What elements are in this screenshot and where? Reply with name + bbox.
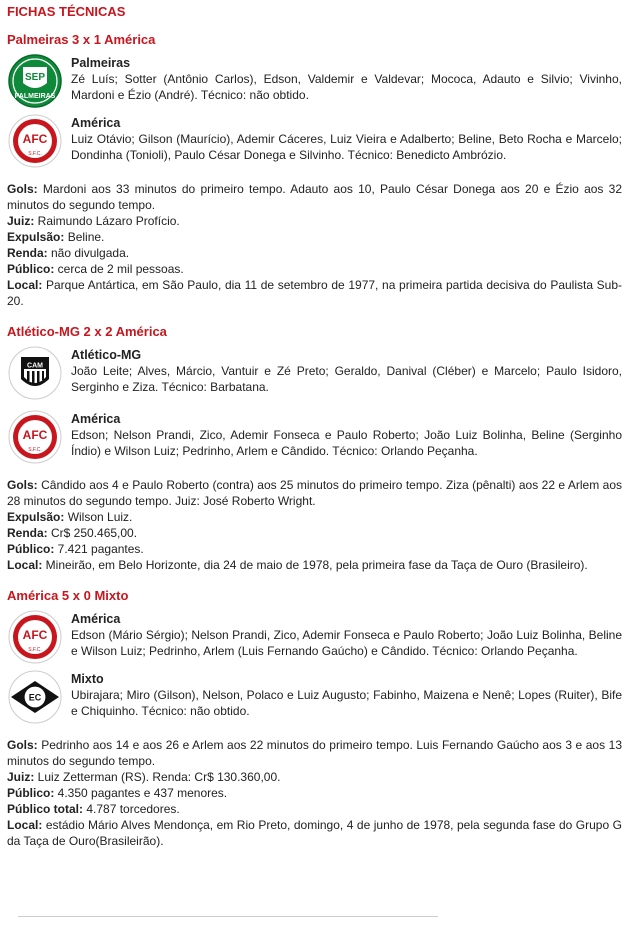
team-america bbox=[7, 409, 622, 465]
team-america bbox=[7, 113, 622, 169]
team-lineup: Zé Luís; Sotter (Antônio Carlos), Edson, Valdemir e Valdevar; Mococa, Adauto e Silvio; Vivinho, Mardoni e Ézio (André). Técnico: não obtido. bbox=[71, 72, 622, 102]
detail-goals: Gols: Pedrinho aos 14 e aos 26 e Arlem aos 22 minutos do primeiro tempo. Luis Fernando Gaúcho aos 3 e aos 13 minutos do segundo tempo. bbox=[7, 738, 622, 768]
detail-venue: Local: estádio Mário Alves Mendonça, em Rio Preto, domingo, 4 de junho de 1978, pela segunda fase do Grupo G da Taça de Ouro(Brasileirão). bbox=[7, 818, 622, 848]
detail-venue: Local: Mineirão, em Belo Horizonte, dia 24 de maio de 1978, pela primeira fase da Taça de Ouro (Brasileiro). bbox=[7, 558, 588, 572]
atletico-mg-crest-icon bbox=[7, 345, 63, 401]
team-name: América bbox=[71, 612, 121, 626]
match-1 bbox=[7, 31, 622, 309]
team-lineup: João Leite; Alves, Márcio, Vantuir e Zé Preto; Geraldo, Danival (Cléber) e Marcelo; Paulo Isidoro, Serginho e Ziza. Técnico: Barbatana. bbox=[71, 364, 622, 394]
team-name: Mixto bbox=[71, 672, 104, 686]
team-mixto bbox=[7, 669, 622, 725]
team-name: América bbox=[71, 116, 121, 130]
match-title: Atlético-MG 2 x 2 América bbox=[7, 324, 167, 339]
team-lineup: Edson; Nelson Prandi, Zico, Ademir Fonseca e Paulo Roberto; João Luiz Bolinha, Beline (Serginho Índio) e Wilson Luiz; Pedrinho, Arlem e Cândido. Técnico: Orlando Peçanha. bbox=[71, 428, 622, 458]
team-block bbox=[71, 53, 622, 103]
team-block bbox=[71, 409, 622, 459]
svg-text:CAM: CAM bbox=[27, 362, 43, 370]
detail-attendance: Público: 4.350 pagantes e 437 menores. bbox=[7, 786, 228, 800]
bottom-divider bbox=[18, 916, 438, 917]
mixto-crest-icon bbox=[7, 669, 63, 725]
team-america bbox=[7, 609, 622, 665]
detail-venue: Local: Parque Antártica, em São Paulo, dia 11 de setembro de 1977, na primeira partida decisiva do Paulista Sub-20. bbox=[7, 278, 622, 308]
team-name: América bbox=[71, 412, 121, 426]
match-3 bbox=[7, 587, 622, 849]
svg-text:S.F.C.: S.F.C. bbox=[28, 647, 42, 653]
team-atletico-mg bbox=[7, 345, 622, 401]
match-title: Palmeiras 3 x 1 América bbox=[7, 32, 156, 47]
match-2 bbox=[7, 323, 622, 573]
match-title: América 5 x 0 Mixto bbox=[7, 588, 129, 603]
detail-goals: Gols: Mardoni aos 33 minutos do primeiro tempo. Adauto aos 10, Paulo César Donega aos 20 e Ézio aos 32 minutos do segundo tempo. bbox=[7, 182, 622, 212]
detail-referee: Juiz: Luiz Zetterman (RS). Renda: Cr$ 130.360,00. bbox=[7, 770, 281, 784]
detail-expulsion: Expulsão: Wilson Luiz. bbox=[7, 510, 133, 524]
svg-text:AFC: AFC bbox=[22, 428, 48, 442]
svg-text:EC: EC bbox=[28, 692, 42, 703]
detail-attendance: Público: cerca de 2 mil pessoas. bbox=[7, 262, 184, 276]
detail-total-attendance: Público total: 4.787 torcedores. bbox=[7, 802, 180, 816]
team-lineup: Luiz Otávio; Gilson (Maurício), Ademir Cáceres, Luiz Vieira e Adalberto; Beline, Beto Rocha e Marcelo; Dondinha (Tonioli), Paulo César Donega e Silvinho. Técnico: Benedicto Ambrózio. bbox=[71, 132, 622, 162]
page-title: FICHAS TÉCNICAS bbox=[7, 4, 126, 19]
palmeiras-band-text: PALMEIRAS bbox=[14, 93, 56, 100]
team-block bbox=[71, 669, 622, 719]
svg-text:S.F.C.: S.F.C. bbox=[28, 447, 42, 453]
detail-expulsion: Expulsão: Beline. bbox=[7, 230, 105, 244]
team-block bbox=[71, 609, 622, 659]
team-name: Palmeiras bbox=[71, 56, 131, 70]
team-palmeiras bbox=[7, 53, 622, 109]
america-crest-icon bbox=[7, 113, 63, 169]
team-lineup: Edson (Mário Sérgio); Nelson Prandi, Zico, Ademir Fonseca e Paulo Roberto; João Luiz Bolinha, Beline e Wilson Luiz; Pedrinho, Arlem (Luis Fernando Gaúcho) e Cândido. Técnico: Orlando Peçanha. bbox=[71, 628, 622, 658]
palmeiras-crest-icon bbox=[7, 53, 63, 109]
america-crest-icon bbox=[7, 609, 63, 665]
team-lineup: Ubirajara; Miro (Gilson), Nelson, Polaco e Luiz Augusto; Fabinho, Maizena e Nenê; Lopes (Ruiter), Bife e Chiquinho. Técnico: não obtido. bbox=[71, 688, 622, 718]
team-block bbox=[71, 345, 622, 395]
detail-attendance: Público: 7.421 pagantes. bbox=[7, 542, 144, 556]
match-details bbox=[7, 181, 622, 309]
detail-income: Renda: Cr$ 250.465,00. bbox=[7, 526, 138, 540]
match-details bbox=[7, 477, 622, 573]
svg-text:AFC: AFC bbox=[22, 628, 48, 642]
team-block bbox=[71, 113, 622, 163]
match-details bbox=[7, 737, 622, 849]
detail-income: Renda: não divulgada. bbox=[7, 246, 130, 260]
svg-text:S.F.C.: S.F.C. bbox=[28, 151, 42, 157]
svg-text:AFC: AFC bbox=[22, 132, 48, 146]
detail-referee: Juiz: Raimundo Lázaro Profício. bbox=[7, 214, 180, 228]
america-crest-icon bbox=[7, 409, 63, 465]
detail-goals: Gols: Cândido aos 4 e Paulo Roberto (contra) aos 25 minutos do primeiro tempo. Ziza (pênalti) aos 22 e Arlem aos 28 minutos do segundo tempo. Juiz: José Roberto Wright. bbox=[7, 478, 622, 508]
team-name: Atlético-MG bbox=[71, 348, 142, 362]
svg-text:SEP: SEP bbox=[24, 72, 46, 83]
